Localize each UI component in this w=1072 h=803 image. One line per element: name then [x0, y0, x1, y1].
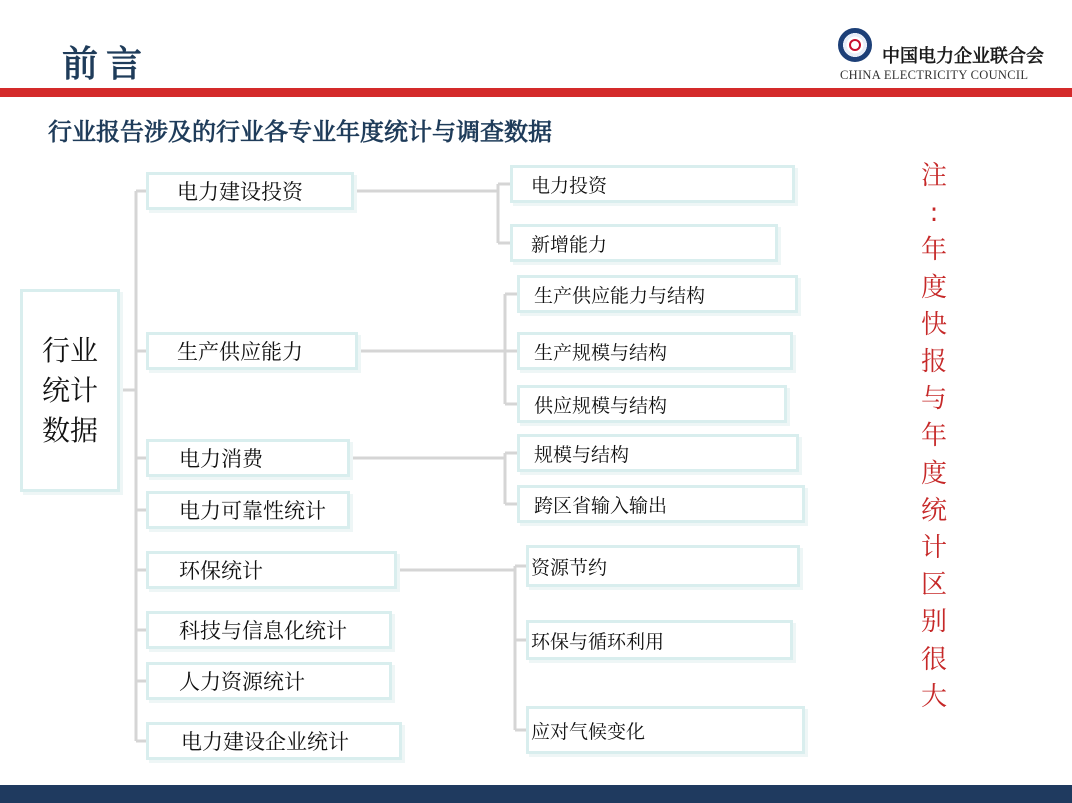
category-node: 电力建设投资 [146, 172, 354, 210]
root-label-line: 数据 [41, 413, 98, 447]
note-char: 统 [920, 495, 947, 526]
subcategory-node: 生产供应能力与结构 [517, 275, 798, 313]
page-title: 前言 [62, 44, 151, 85]
subcategory-node: 跨区省输入输出 [517, 485, 805, 523]
logo-english-name: CHINA ELECTRICITY COUNCIL [840, 68, 1029, 82]
root-label-line: 统计 [41, 373, 98, 407]
subcategory-node: 规模与结构 [517, 434, 799, 472]
subcategory-node: 生产规模与结构 [517, 332, 793, 370]
note-char: 别 [920, 607, 947, 638]
note-char: 报 [920, 347, 947, 378]
note-char: 很 [920, 644, 947, 675]
note-char: 注 [920, 161, 947, 191]
note-char: 与 [920, 384, 947, 415]
note-char: 大 [920, 681, 947, 712]
category-node: 电力消费 [146, 439, 350, 477]
subcategory-node: 电力投资 [510, 165, 795, 203]
subcategory-node: 环保与循环利用 [526, 620, 793, 660]
category-node: 人力资源统计 [146, 662, 392, 700]
subcategory-node: 应对气候变化 [526, 706, 805, 754]
category-node: 生产供应能力 [146, 332, 358, 370]
note-char: 度 [920, 458, 947, 489]
category-node: 电力建设企业统计 [146, 722, 402, 760]
note-char: 度 [920, 272, 947, 303]
note-char: 计 [920, 533, 947, 564]
category-node: 科技与信息化统计 [146, 611, 392, 649]
root-node [20, 289, 120, 492]
root-label-line: 行业 [41, 333, 98, 367]
subcategory-node: 供应规模与结构 [517, 385, 787, 423]
note-char: 年 [920, 421, 947, 452]
note-char: 区 [920, 570, 947, 601]
slide-subtitle: 行业报告涉及的行业各专业年度统计与调查数据 [48, 118, 552, 146]
note-char: : [929, 198, 939, 229]
note-char: 快 [920, 309, 947, 340]
note-char: 年 [920, 235, 947, 266]
vertical-note [918, 158, 950, 716]
logo-name: 中国电力企业联合会 [882, 46, 1044, 67]
footer-bar [0, 785, 1072, 803]
subcategory-node: 资源节约 [526, 545, 800, 587]
subcategory-node: 新增能力 [510, 224, 778, 262]
category-node: 电力可靠性统计 [146, 491, 350, 529]
category-node: 环保统计 [146, 551, 397, 589]
